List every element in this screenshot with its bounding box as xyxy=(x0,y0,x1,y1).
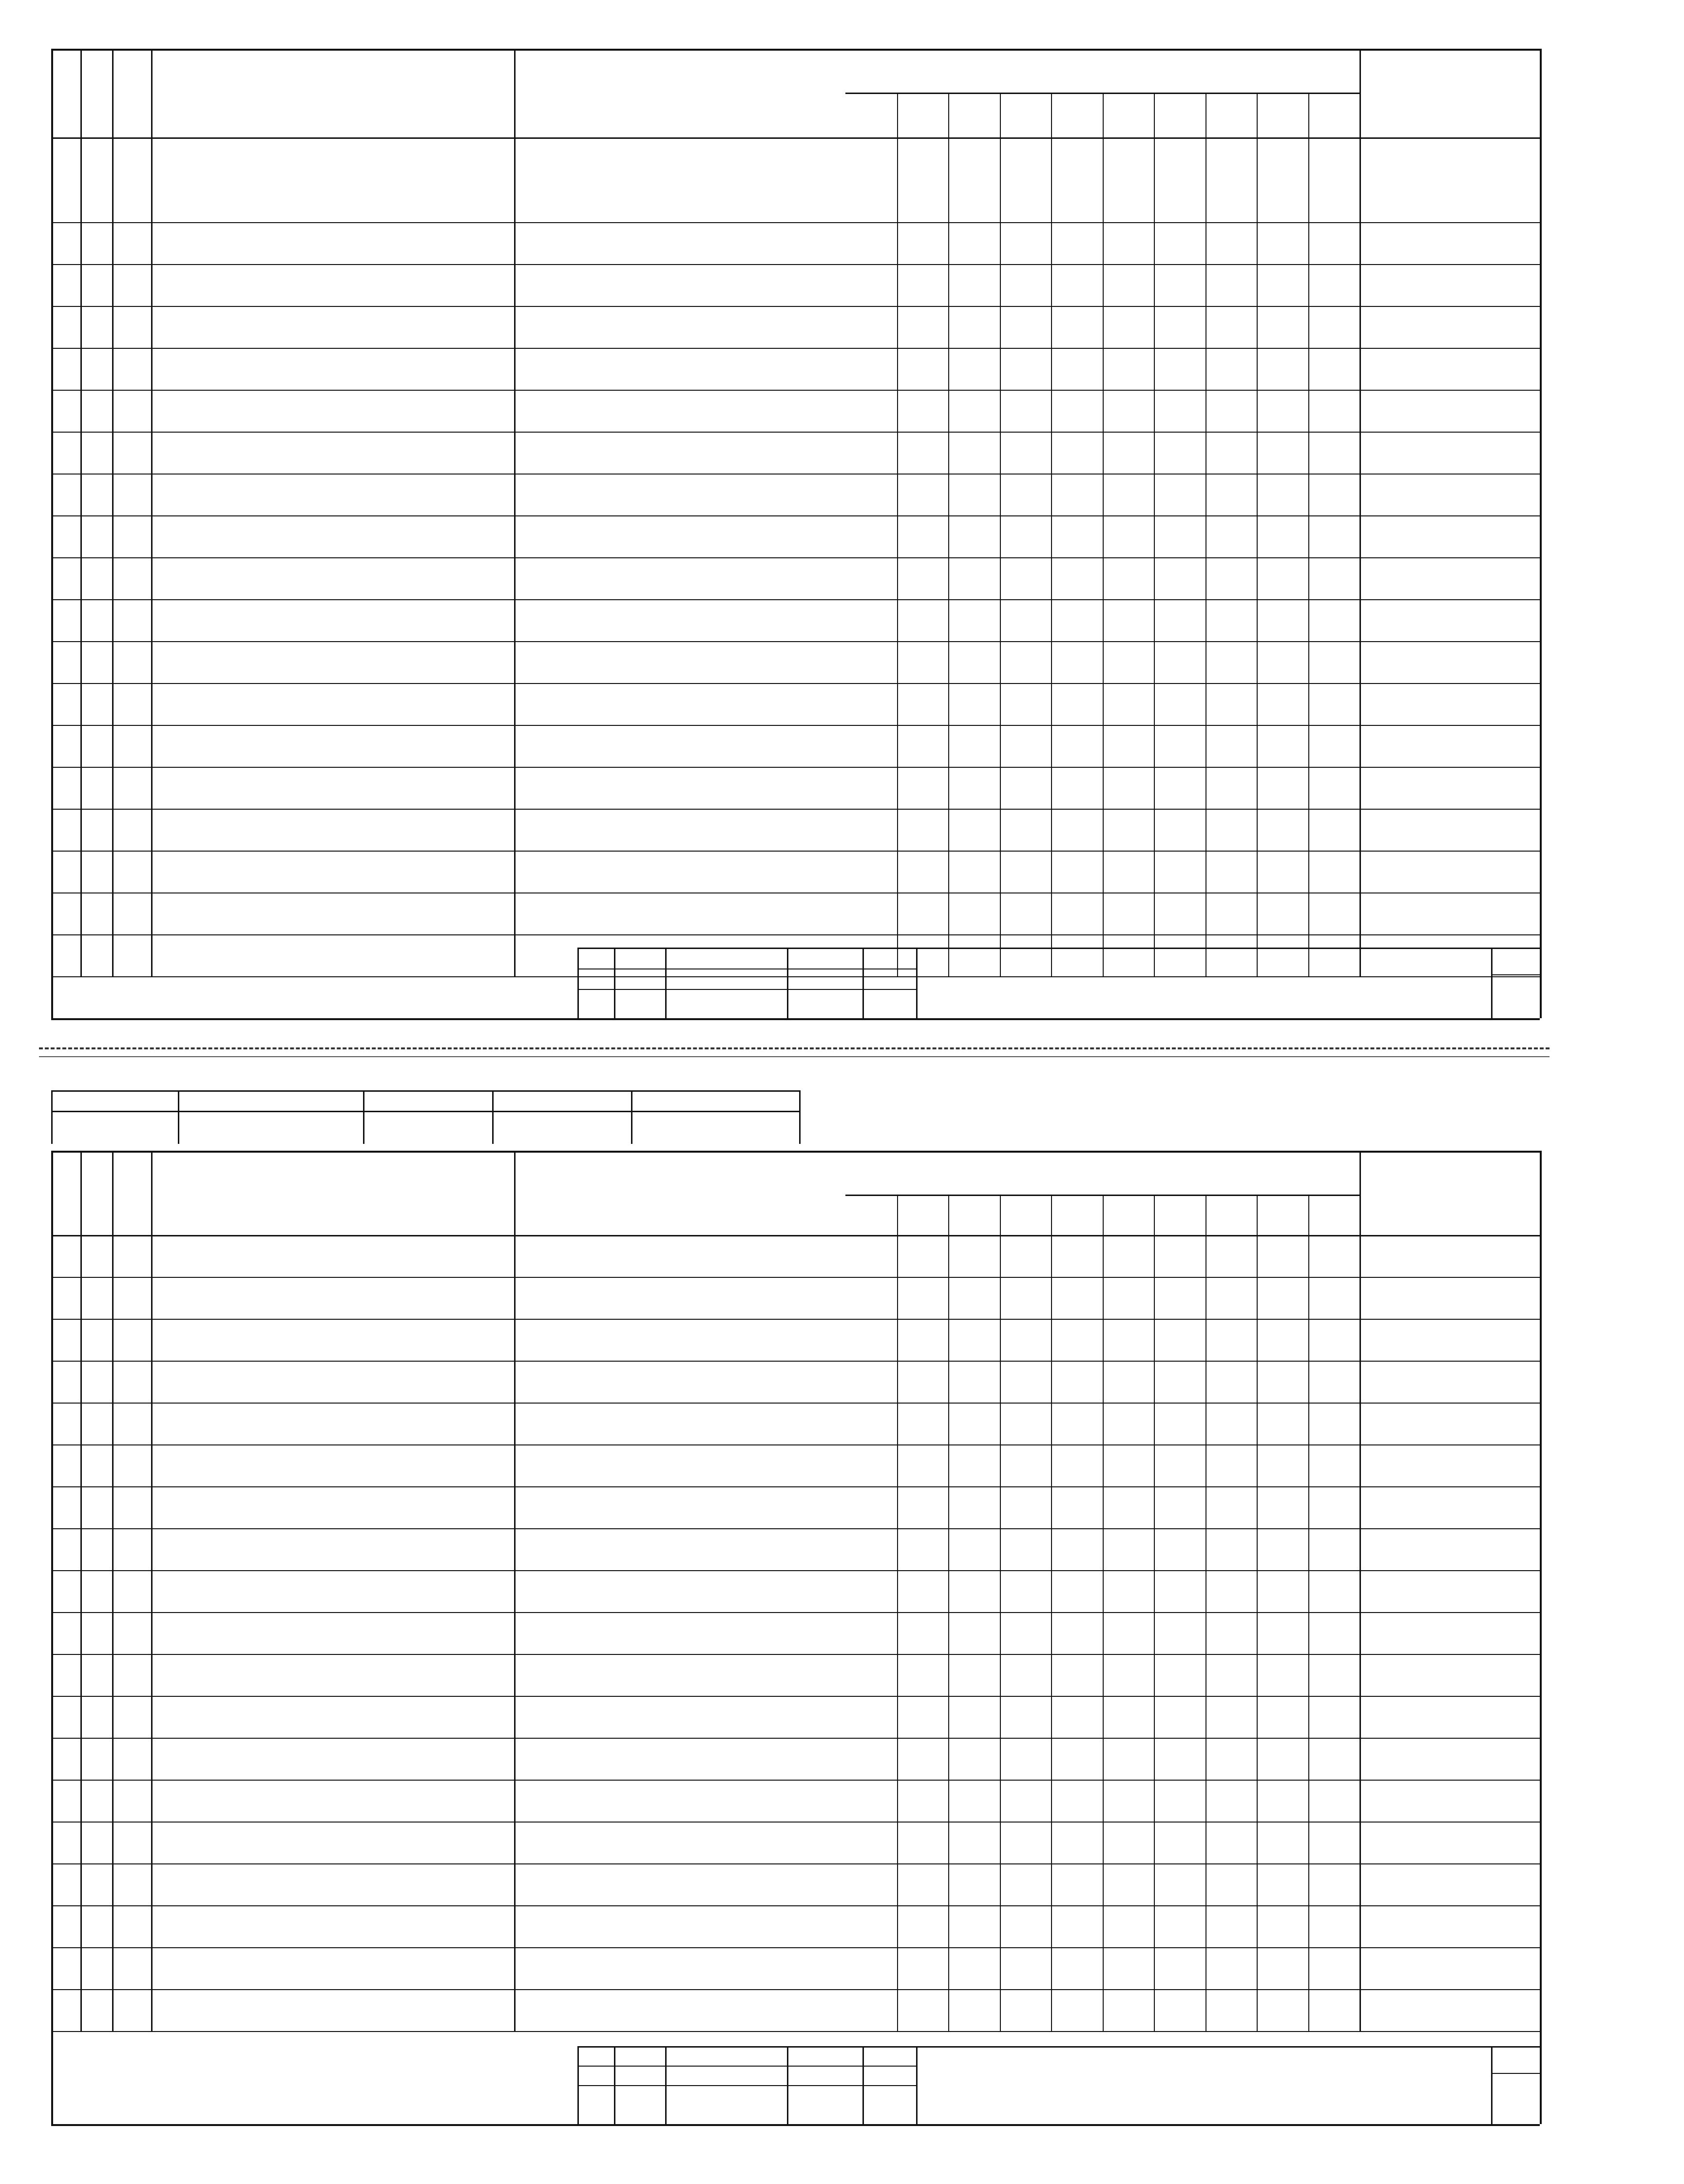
grid-vline xyxy=(897,1195,898,2031)
row-name xyxy=(524,1780,841,1822)
grid-vline xyxy=(51,1151,53,2031)
row-format xyxy=(51,1444,80,1486)
row-qty xyxy=(1257,1738,1308,1780)
row-format xyxy=(51,1235,80,1277)
row-name xyxy=(524,1612,841,1654)
sheet-number xyxy=(1491,2073,1540,2124)
grid-vline xyxy=(1257,1195,1258,2031)
row-pos xyxy=(112,1403,151,1444)
header-qty-col xyxy=(1257,1195,1308,1235)
row-format xyxy=(51,1738,80,1780)
row-format xyxy=(51,1319,80,1361)
row-pos xyxy=(112,1486,151,1528)
header-qty-col xyxy=(948,1195,1000,1235)
document-number xyxy=(916,2075,1491,2124)
header-zone xyxy=(80,1151,112,1235)
row-name xyxy=(524,1403,841,1444)
row-format xyxy=(51,1277,80,1319)
header-qty-group xyxy=(845,1151,1359,1195)
row-designation xyxy=(161,1654,499,1696)
row-designation xyxy=(161,1235,499,1277)
grid-vline xyxy=(1051,1195,1052,2031)
grid-vline xyxy=(151,1151,153,2031)
grid-vline xyxy=(514,1151,516,2031)
row-designation xyxy=(161,1486,499,1528)
row-pos xyxy=(112,1822,151,1863)
row-designation xyxy=(161,1780,499,1822)
row-pos xyxy=(112,1444,151,1486)
stamp-label-list xyxy=(614,2085,665,2124)
row-designation xyxy=(161,1863,499,1905)
row-qty xyxy=(1206,1696,1257,1738)
row-name xyxy=(524,1235,841,1277)
row-designation xyxy=(161,1612,499,1654)
grid-vline xyxy=(948,1195,949,2031)
row-qty xyxy=(897,1444,949,1486)
row-name xyxy=(524,1277,841,1319)
row-qty xyxy=(948,1947,1000,1989)
grid-hline xyxy=(577,2066,916,2067)
grid-vline xyxy=(1103,1195,1104,2031)
row-name xyxy=(524,1696,841,1738)
stamp-label-data xyxy=(862,2085,916,2124)
grid-vline xyxy=(51,2031,53,2124)
row-qty xyxy=(1051,1570,1103,1612)
row-qty xyxy=(1206,1235,1257,1277)
header-qty-col xyxy=(1051,1195,1103,1235)
row-designation xyxy=(161,1947,499,1989)
row-name xyxy=(524,1947,841,1989)
row-pos xyxy=(112,1947,151,1989)
row-name xyxy=(524,1361,841,1403)
header-name xyxy=(514,1151,845,1235)
grid-hline xyxy=(51,2031,1540,2032)
row-format xyxy=(51,1654,80,1696)
row-qty xyxy=(1154,1654,1206,1696)
row-format xyxy=(51,1780,80,1822)
row-qty xyxy=(1257,1277,1308,1319)
row-pos xyxy=(112,1738,151,1780)
row-name xyxy=(524,1822,841,1863)
row-qty xyxy=(1103,1612,1154,1654)
header-qty-col xyxy=(1103,1195,1154,1235)
row-qty xyxy=(845,1863,897,1905)
row-designation xyxy=(161,1738,499,1780)
header-format xyxy=(51,1151,80,1235)
row-designation xyxy=(161,1528,499,1570)
grid-hline xyxy=(577,2046,1540,2048)
row-name xyxy=(524,1905,841,1947)
row-name xyxy=(524,1486,841,1528)
stamp-label-izm xyxy=(577,2085,614,2124)
row-format xyxy=(51,1905,80,1947)
row-qty xyxy=(1000,1989,1052,2031)
grid-hline xyxy=(51,1235,1540,1236)
row-pos xyxy=(112,1780,151,1822)
row-name xyxy=(524,1654,841,1696)
row-pos xyxy=(112,1570,151,1612)
row-format xyxy=(51,1361,80,1403)
row-name xyxy=(524,1528,841,1570)
row-designation xyxy=(161,1361,499,1403)
row-qty xyxy=(1308,1780,1360,1822)
row-pos xyxy=(112,1696,151,1738)
header-qty-col xyxy=(1000,1195,1052,1235)
header-qty-col xyxy=(1154,1195,1206,1235)
grid-vline xyxy=(1000,1195,1001,2031)
row-pos xyxy=(112,1905,151,1947)
row-name xyxy=(524,1863,841,1905)
row-designation xyxy=(161,1444,499,1486)
row-designation xyxy=(161,1277,499,1319)
row-format xyxy=(51,1947,80,1989)
row-format xyxy=(51,1989,80,2031)
header-qty-col xyxy=(1308,1195,1360,1235)
row-format xyxy=(51,1863,80,1905)
grid-hline xyxy=(51,2124,1540,2126)
row-format xyxy=(51,1528,80,1570)
row-pos xyxy=(112,1612,151,1654)
grid-vline xyxy=(80,1151,82,2031)
header-pos xyxy=(112,1151,151,1235)
grid-vline xyxy=(1540,2031,1542,2124)
row-qty xyxy=(845,1403,897,1444)
row-pos xyxy=(112,1361,151,1403)
row-designation xyxy=(161,1570,499,1612)
row-pos xyxy=(112,1235,151,1277)
row-designation xyxy=(161,1403,499,1444)
grid-vline xyxy=(1154,1195,1155,2031)
row-qty xyxy=(1000,1528,1052,1570)
sheet-label xyxy=(1491,2046,1540,2073)
grid-vline xyxy=(1540,1151,1542,2031)
grid-vline xyxy=(1359,1151,1361,2031)
row-designation xyxy=(161,1822,499,1863)
row-designation xyxy=(161,1696,499,1738)
row-designation xyxy=(161,1989,499,2031)
header-qty-col xyxy=(845,1195,897,1235)
row-format xyxy=(51,1696,80,1738)
row-pos xyxy=(112,1654,151,1696)
row-format xyxy=(51,1570,80,1612)
header-qty-col xyxy=(897,1195,949,1235)
row-format xyxy=(51,1612,80,1654)
row-pos xyxy=(112,1863,151,1905)
row-format xyxy=(51,1403,80,1444)
header-qty-col xyxy=(1206,1195,1257,1235)
grid-vline xyxy=(1308,1195,1309,2031)
grid-hline xyxy=(51,1151,1540,1153)
row-format xyxy=(51,1486,80,1528)
row-qty xyxy=(1308,1319,1360,1361)
row-name xyxy=(524,1444,841,1486)
row-designation xyxy=(161,1905,499,1947)
stamp-label-ndoc xyxy=(665,2085,787,2124)
row-name xyxy=(524,1319,841,1361)
row-qty xyxy=(897,1905,949,1947)
row-name xyxy=(524,1570,841,1612)
row-designation xyxy=(161,1319,499,1361)
header-designation xyxy=(151,1151,514,1235)
header-note xyxy=(1359,1151,1540,1235)
row-pos xyxy=(112,1319,151,1361)
grid-vline xyxy=(112,1151,114,2031)
row-pos xyxy=(112,1989,151,2031)
row-qty xyxy=(948,1486,1000,1528)
row-format xyxy=(51,1822,80,1863)
row-pos xyxy=(112,1528,151,1570)
row-name xyxy=(524,1738,841,1780)
stamp-label-podp xyxy=(787,2085,862,2124)
row-pos xyxy=(112,1277,151,1319)
row-name xyxy=(524,1989,841,2031)
